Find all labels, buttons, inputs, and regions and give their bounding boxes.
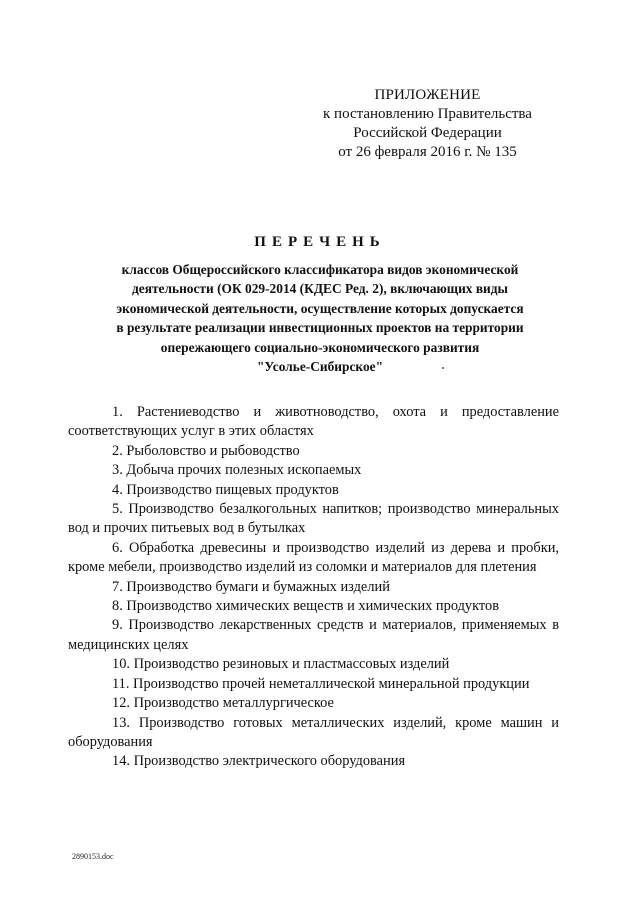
list-item: 5. Производство безалкогольных напитков; производство минеральных вод и прочих питьевых вод в бутылках (68, 501, 559, 537)
appendix-line-2: Российской Федерации (353, 125, 502, 141)
document-file-code: 2890153.doc (72, 852, 114, 861)
list-item: 11. Производство прочей неметаллической минеральной продукции (112, 675, 530, 692)
scan-speck (442, 367, 444, 369)
list-item: 10. Производство резиновых и пластмассовых изделий (112, 656, 450, 673)
appendix-line-3: от 26 февраля 2016 г. № 135 (338, 144, 517, 160)
list-item: 13. Производство готовых металлических изделий, кроме машин и оборудования (68, 714, 559, 750)
subtitle-line-6: "Усолье-Сибирское" (256, 359, 384, 375)
list-item: 7. Производство бумаги и бумажных изделий (112, 578, 390, 595)
list-item: 8. Производство химических веществ и химических продуктов (112, 598, 500, 615)
list-item: 3. Добыча прочих полезных ископаемых (112, 462, 362, 479)
document-subtitle (70, 260, 570, 376)
document-title: ПЕРЕЧЕНЬ (254, 234, 386, 250)
subtitle-line-1: классов Общероссийского классификатора видов экономической (121, 262, 519, 277)
subtitle-line-5: опережающего социально-экономического развития (160, 339, 480, 355)
subtitle-line-2: деятельности (ОК 029-2014 (КДЕС Ред. 2), включающих виды (132, 281, 508, 297)
list-item: 6. Обработка древесины и производство изделий из дерева и пробки, кроме мебели, производство изделий из соломки и материалов для плетения (68, 539, 559, 576)
list-item: 1. Растениеводство и животноводство, охота и предоставление соответствующих услуг в этих областях (68, 404, 559, 440)
subtitle-line-3: экономической деятельности, осуществление которых допускается (116, 300, 524, 316)
list-item: 2. Рыболовство и рыбоводство (112, 442, 300, 459)
appendix-line-1: к постановлению Правительства (323, 106, 532, 122)
subtitle-line-4: в результате реализации инвестиционных проектов на территории (116, 320, 524, 336)
list-item: 9. Производство лекарственных средств и материалов, применяемых в медицинских целях (68, 617, 559, 653)
classes-list (68, 403, 559, 772)
appendix-heading: ПРИЛОЖЕНИЕ (374, 87, 481, 103)
list-item: 12. Производство металлургическое (112, 695, 334, 712)
appendix-block (300, 86, 555, 162)
list-item: 14. Производство электрического оборудования (112, 753, 406, 770)
list-item: 4. Производство пищевых продуктов (112, 481, 339, 498)
